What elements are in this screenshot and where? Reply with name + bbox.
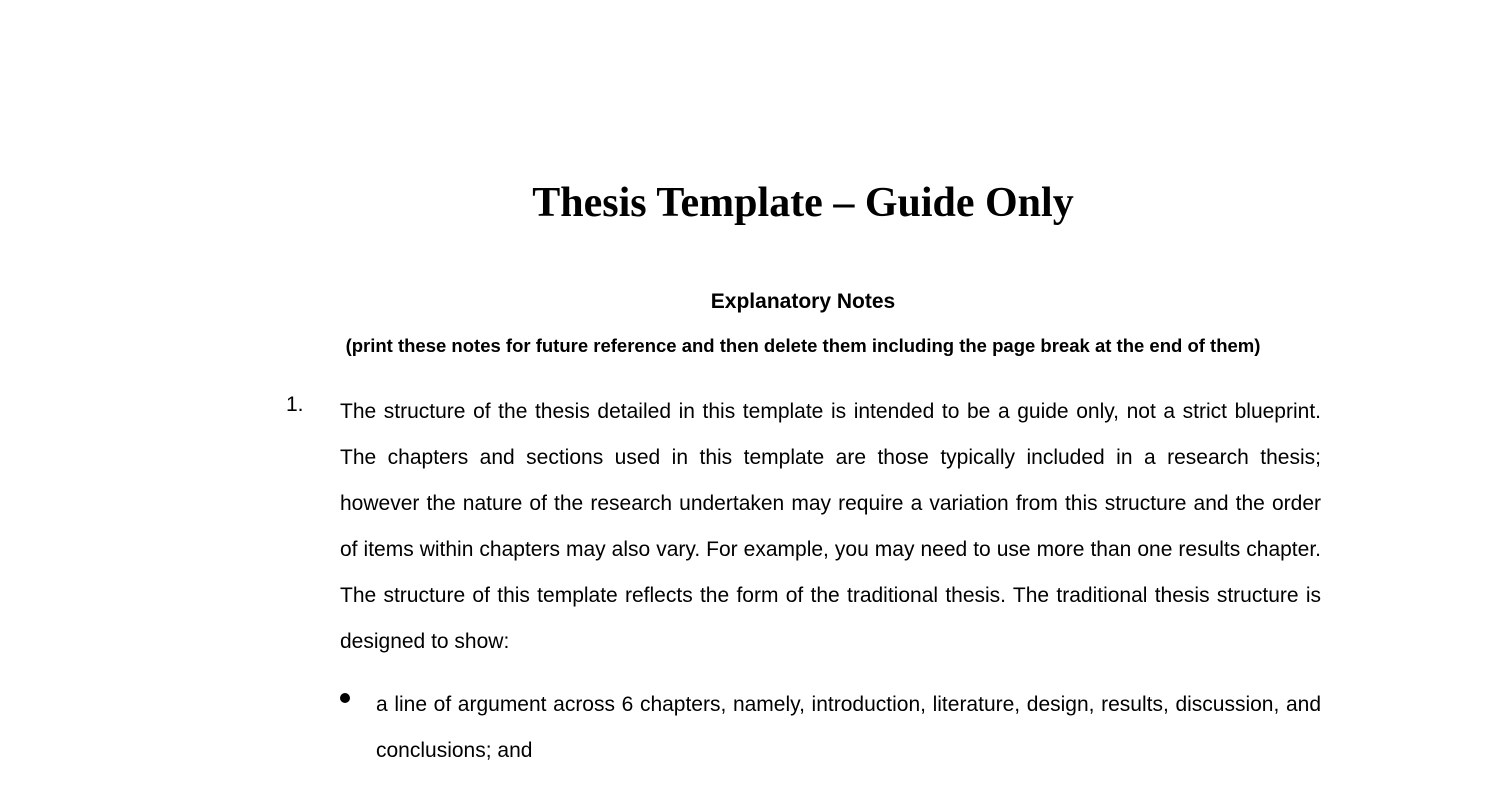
document-title: Thesis Template – Guide Only bbox=[532, 180, 1074, 226]
list-item-number: 1. bbox=[286, 393, 304, 416]
list-item-paragraph: The structure of the thesis detailed in this template is intended to be a guide only, not a strict blueprint. The chapters and sections used in this template are those typically included in a research thesis; however the nature of the research undertaken may require a variation from this structure and the order of items within chapters may also vary. For example, you may need to use more than one results chapter. The structure of this template reflects the form of the traditional thesis. The traditional thesis structure is designed to show: bbox=[340, 400, 1321, 653]
instruction-note: (print these notes for future reference and then delete them including the page break at the end of them) bbox=[345, 335, 1261, 356]
bullet-item-text: a line of argument across 6 chapters, namely, introduction, literature, design, results, discussion, and conclusions; and bbox=[376, 693, 1321, 762]
bullet-icon bbox=[340, 693, 350, 703]
section-heading: Explanatory Notes bbox=[710, 290, 896, 313]
